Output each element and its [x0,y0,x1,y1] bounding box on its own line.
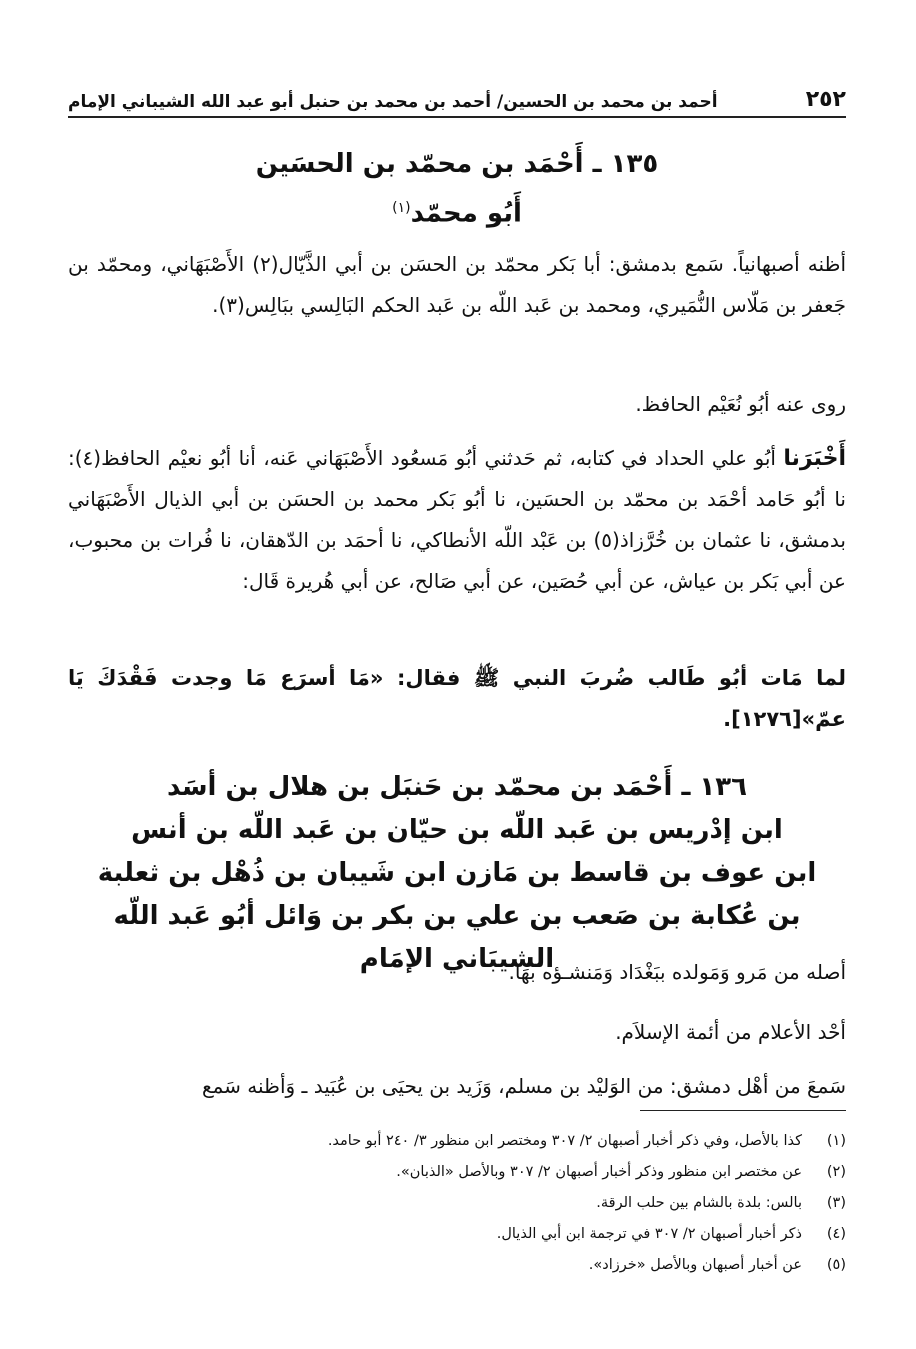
footnote-item [68,1219,846,1250]
entry-136-line-2: ابن إدْريس بن عَبد اللّه بن حيّان بن عَبد اللّه بن أنس [131,815,783,845]
paragraph-isnad [68,438,846,602]
entry-136-line-4: بن عُكابة بن صَعب بن علي بن بكر بن وَائل أبُو عَبد اللّه الشيبَاني الإمَام [113,901,801,974]
paragraph-status: أحْد الأعلام من أئمة الإسلاَم. [615,1020,846,1044]
footnote-item [68,1126,846,1157]
paragraph-heard-from: سَمعَ من أهْل دمشق: من الوَليْد بن مسلم، وَزَيد بن يحيَى بن عُبَيد ـ وَأظنه سَمع [201,1074,846,1098]
page-number: ٢٥٢ [805,87,846,112]
entry-135-title: ١٣٥ ـ أَحْمَد بن محمّد بن الحسَين [255,149,659,179]
footnote-text: ذكر أخبار أصبهان ٢/ ٣٠٧ في ترجمة ابن أبي الذيال. [496,1226,802,1242]
footnote-text: عن مختصر ابن منظور وذكر أخبار أصبهان ٢/ ٣٠٧ وبالأصل «الذبان». [396,1164,802,1180]
header-title: أحمد بن محمد بن الحسين/ أحمد بن محمد بن حنبل أبو عبد الله الشيباني الإمام [68,92,718,112]
footnote-item [68,1188,846,1219]
entry-135-kunya-text: أَبُو محمّد [410,198,522,229]
paragraph-origin: أصله من مَرو وَمَولده ببَغْدَاد وَمَنشـؤه بهَا. [508,960,846,984]
footnotes [68,1126,846,1281]
paragraph-narrated-by: روى عنه أبُو نُعَيْم الحافظ. [635,392,846,416]
entry-136-line-3: ابن عوف بن قاسط بن مَازن ابن شَيبان بن ذُهْل بن ثعلبة [97,858,817,888]
footnote-number: (٣) [826,1195,846,1211]
running-header [68,84,846,118]
entry-135-kunya [68,186,846,236]
footnote-text: بالس: بلدة بالشام بين حلب الرقة. [596,1195,802,1211]
isnad-text: أبُو علي الحداد في كتابه، ثم حَدثني أبُو مَسعُود الأَصْبَهَاني عَنه، أنا أبُو نعيْم الحافظ(٤): نا أبُو حَامد أحْمَد بن محمّد بن الحسَين، نا أبُو بَكر محمد بن الحسَن بن أبي الذيال الأَصْبَهَاني بدمشق، نا عثمان بن خُرَّزاذ(٥) بن عَبْد اللّه الأنطاكي، نا أحمَد بن الدّهقان، نا فُرات بن محبوب، عن أبي بَكر بن عياش، عن أبي حُصَين، عن أبي صَالح، عن أبي هُريرة قَال: [68,446,846,593]
footnote-item [68,1250,846,1281]
footnote-divider [640,1110,846,1111]
footnote-number: (١) [826,1133,846,1149]
entry-136-heading [68,766,846,981]
paragraph-teachers: أظنه أصبهانياً. سَمع بدمشق: أبا بَكر محمّد بن الحسَن بن أبي الذَّيّال(٢) الأَصْبَهَاني، ومحمّد بن جَعفر بن مَلّاس النُّمَيري، ومحمد بن عَبد اللّه بن عَبد الحكم البَالِسي ببَالِس(٣). [68,252,847,317]
isnad-lead-word: أَخْبَرَنا [783,446,846,471]
footnote-text: عن أخبار أصبهان وبالأصل «خرزاد». [588,1257,802,1273]
entry-135-heading [68,142,846,236]
footnote-item [68,1157,846,1188]
entry-136-line-1: ١٣٦ ـ أَحْمَد بن محمّد بن حَنبَل بن هلال بن أسَد [166,772,748,802]
footnote-text: كذا بالأصل، وفي ذكر أخبار أصبهان ٢/ ٣٠٧ ومختصر ابن منظور ٣/ ٢٤٠ أبو حامد. [327,1133,802,1149]
footnote-number: (٥) [826,1257,846,1273]
footnote-ref-1: (١) [392,200,411,216]
footnote-number: (٤) [826,1226,846,1242]
footnote-number: (٢) [826,1164,846,1180]
paragraph-hadith: لما مَات أبُو طَالب ضُربَ النبي ﷺ فقال: «مَا أسرَع مَا وجدت فَقْدَكَ يَا عمّ»[١٢٧٦]. [68,666,846,731]
